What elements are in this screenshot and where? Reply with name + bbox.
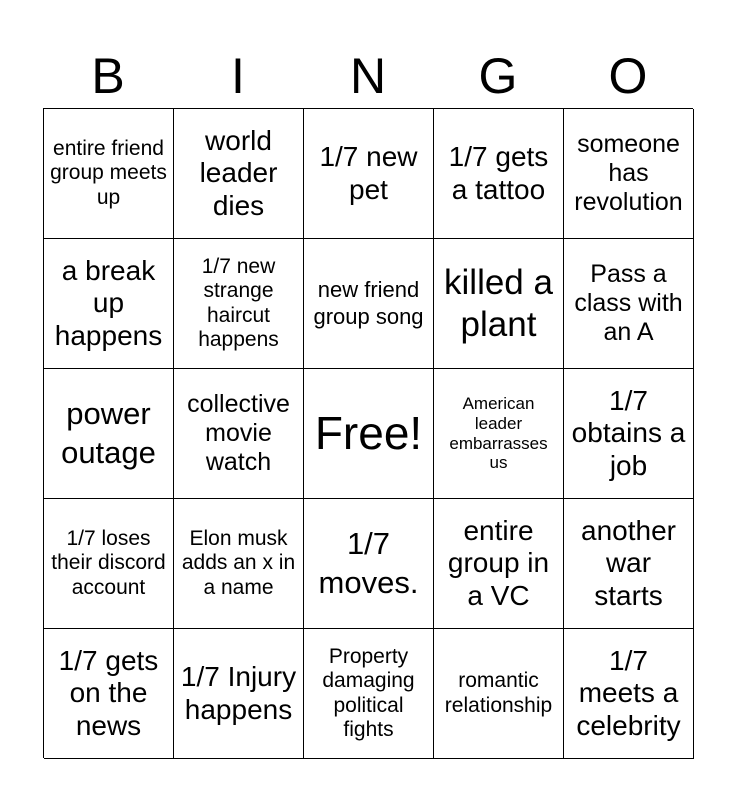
- header-letter-g: G: [478, 48, 518, 104]
- cell-text: 1/7 gets a tattoo: [448, 141, 549, 205]
- bingo-cell: [434, 109, 564, 239]
- bingo-cell: [564, 109, 694, 239]
- bingo-cell: [44, 629, 174, 759]
- cell-text: 1/7 new pet: [319, 141, 418, 205]
- header-letter-o: O: [608, 48, 648, 104]
- bingo-cell: [564, 629, 694, 759]
- bingo-cell: [304, 109, 434, 239]
- bingo-cell: [174, 629, 304, 759]
- free-space-text: Free!: [314, 407, 423, 460]
- bingo-cell: [174, 499, 304, 629]
- bingo-cell: [174, 369, 304, 499]
- cell-text: Property damaging political fights: [322, 645, 415, 741]
- cell-text: 1/7 gets on the news: [58, 645, 159, 741]
- cell-text: 1/7 moves.: [318, 525, 419, 600]
- cell-text: someone has revolution: [574, 130, 683, 216]
- bingo-cell: [304, 499, 434, 629]
- bingo-cell: [434, 499, 564, 629]
- bingo-cell-free: [304, 369, 434, 499]
- cell-text: 1/7 loses their discord account: [51, 527, 166, 599]
- bingo-cell: [564, 369, 694, 499]
- cell-text: 1/7 obtains a job: [571, 385, 686, 481]
- bingo-cell: [44, 369, 174, 499]
- cell-text: 1/7 new strange haircut happens: [198, 255, 279, 351]
- bingo-cell: [434, 239, 564, 369]
- cell-text: a break up happens: [54, 255, 163, 351]
- bingo-cell: [44, 239, 174, 369]
- bingo-cell: [434, 369, 564, 499]
- bingo-board: [43, 108, 693, 758]
- cell-text: romantic relationship: [444, 669, 553, 717]
- cell-text: Pass a class with an A: [574, 260, 683, 346]
- bingo-cell: [44, 499, 174, 629]
- cell-text: American leader embarrasses us: [449, 394, 548, 473]
- cell-text: 1/7 meets a celebrity: [576, 645, 681, 741]
- bingo-cell: [564, 239, 694, 369]
- header-letter-n: N: [349, 48, 387, 104]
- cell-text: entire group in a VC: [447, 515, 550, 611]
- header-letter-b: B: [91, 48, 125, 104]
- cell-text: collective movie watch: [187, 390, 290, 476]
- bingo-cell: [304, 239, 434, 369]
- cell-text: new friend group song: [313, 276, 424, 329]
- bingo-header: [43, 44, 693, 108]
- bingo-cell: [44, 109, 174, 239]
- cell-text: killed a plant: [444, 262, 553, 344]
- bingo-cell: [174, 109, 304, 239]
- bingo-cell: [304, 629, 434, 759]
- bingo-cell: [564, 499, 694, 629]
- header-letter-i: I: [231, 48, 245, 104]
- cell-text: power outage: [61, 395, 156, 470]
- cell-text: 1/7 Injury happens: [180, 661, 297, 725]
- cell-text: world leader dies: [199, 125, 278, 221]
- cell-text: another war starts: [581, 515, 676, 611]
- bingo-cell: [174, 239, 304, 369]
- cell-text: Elon musk adds an x in a name: [181, 527, 296, 599]
- bingo-cell: [434, 629, 564, 759]
- cell-text: entire friend group meets up: [50, 137, 167, 209]
